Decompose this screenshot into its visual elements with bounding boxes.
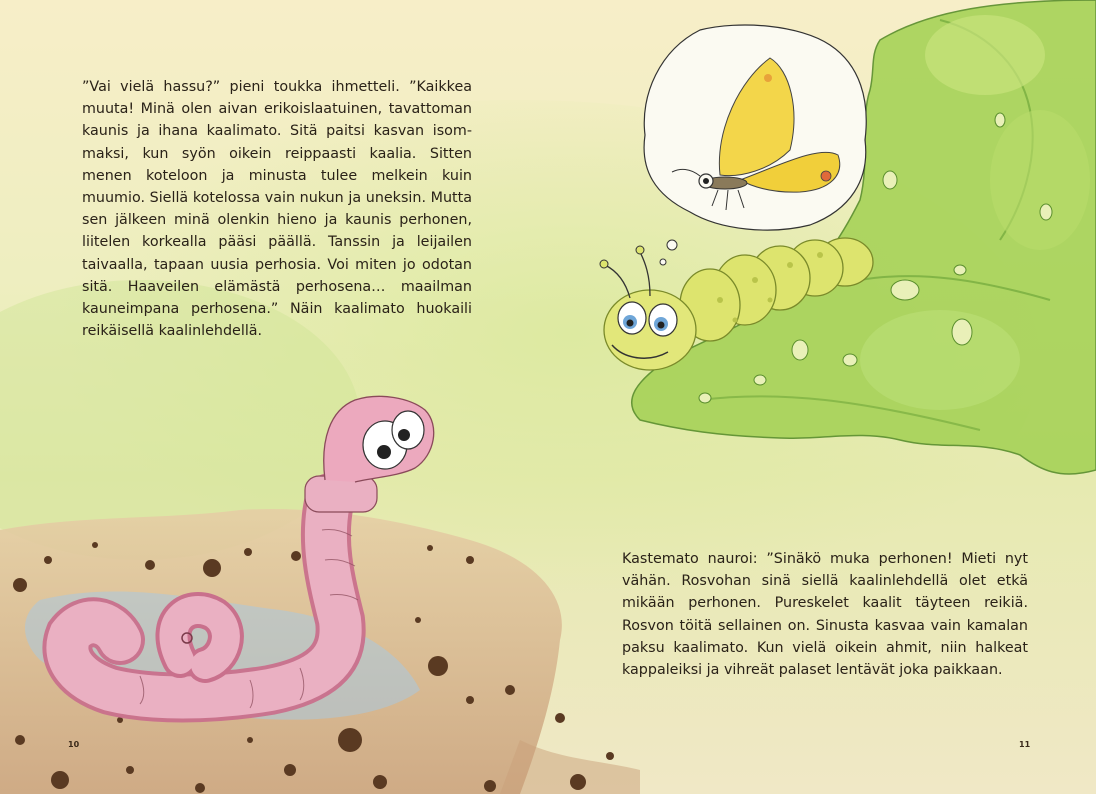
right-paragraph: Kastemato nauroi: ”Sinäkö muka perhonen! Mieti nyt vähän. Rosvohan sinä siellä kaalinlehdellä olet etkä mikään perhonen. Pureskelet kaalit täyteen reikiä. Rosvon töitä sellainen on. Sinusta kasvaa vain kamalan paksu kaalimato. Kun vielä oikein ahmit, niin halkeat kappaleiksi ja vihreät palaset lentävät joka paikkaan. — [622, 551, 1028, 679]
left-page-text — [82, 76, 472, 342]
page-number-right: 11 — [1019, 740, 1031, 749]
right-page-text — [622, 548, 1028, 681]
left-paragraph: ”Vai vielä hassu?” pieni toukka ihmetteli. ”Kaikkea muuta! Minä olen aivan erikoislaatuinen, tavattoman kaunis ja ihana kaalimato. Sitä paitsi kasvan isom-maksi, kun syön oikein reippaasti kaalia. Sitten menen koteloon ja minusta tulee melkein kuin muumio. Siellä kotelossa vain nukun ja uneksin. Mutta sen jälkeen minä olenkin hieno ja kaunis perhonen, liitelen korkealla pääsi päällä. Tanssin ja leijailen taivaalla, tapaan uusia perhosia. Voi miten jo odotan sitä. Haaveilen elämästä perhosena… maailman kauneimpana perhosena.” Näin kaalimato huokaili reikäisellä kaalinlehdellä. — [82, 79, 472, 340]
page-number-left: 10 — [68, 740, 80, 749]
